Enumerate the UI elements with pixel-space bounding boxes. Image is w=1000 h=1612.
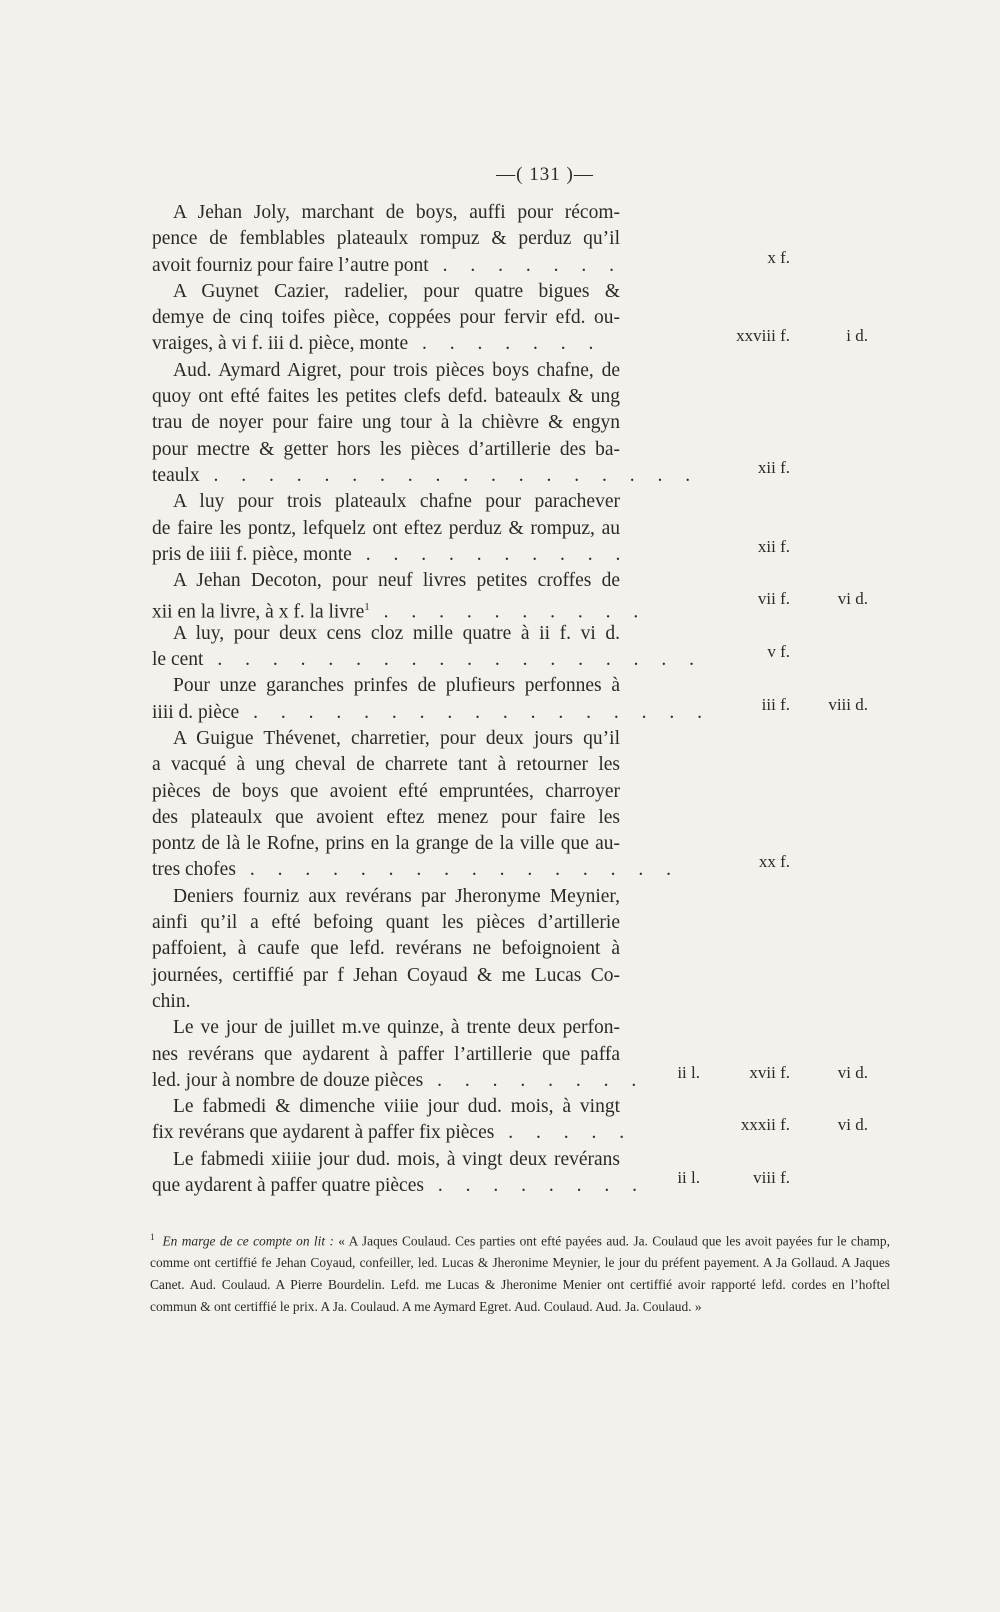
line-content: Deniers fourniz aux revérans par Jheronyme Meynier, xyxy=(173,885,620,907)
dot-leader: . . . . . . . xyxy=(408,333,603,355)
line-text xyxy=(152,910,620,936)
line-content: iiii d. pièce xyxy=(152,701,240,723)
line-text xyxy=(152,700,711,726)
line-content: de faire les pontz, lefquelz ont eftez perduz & rompuz, au xyxy=(152,517,620,539)
amount-deniers: vi d. xyxy=(837,589,868,609)
text-line xyxy=(0,621,1000,647)
line-content: A Guigue Thévenet, charretier, pour deux jours qu’il xyxy=(173,727,620,749)
amount-sous: iii f. xyxy=(761,694,790,714)
text-line xyxy=(0,1147,1000,1173)
line-text xyxy=(173,1147,620,1173)
line-content: Le fabmedi xiiiie jour dud. mois, à vingt deux revérans xyxy=(173,1148,620,1170)
line-content: quoy ont efté faites les petites clefs defd. bateaulx & ung xyxy=(152,386,620,408)
text-line xyxy=(0,358,1000,384)
text-line xyxy=(0,694,1000,726)
text-line xyxy=(0,726,1000,752)
line-text xyxy=(152,226,620,252)
text-line xyxy=(0,752,1000,778)
line-text xyxy=(152,831,620,857)
amount-sous: xxviii f. xyxy=(736,326,790,346)
text-line xyxy=(0,963,1000,989)
text-line xyxy=(0,852,1000,883)
text-line xyxy=(0,1167,1000,1199)
line-text xyxy=(152,989,620,1015)
amount-deniers: viii d. xyxy=(828,694,868,714)
line-text xyxy=(173,279,620,305)
text-line xyxy=(0,910,1000,936)
line-content: paffoient, à caufe que lefd. revérans ne befoignoient à xyxy=(152,938,620,960)
line-text xyxy=(173,673,620,699)
text-line xyxy=(0,589,1000,623)
line-content: le cent xyxy=(152,649,204,671)
line-text xyxy=(152,542,630,568)
footnote xyxy=(150,1226,890,1318)
amount-sous: xvii f. xyxy=(749,1062,790,1082)
line-content: A luy pour trois plateaulx chafne pour parachever xyxy=(173,491,620,513)
line-content: trau de noyer pour faire ung tour à la chièvre & engyn xyxy=(152,412,620,434)
page-number: —( 131 )— xyxy=(496,164,594,185)
line-content: led. jour à nombre de douze pièces xyxy=(152,1069,424,1091)
amount-deniers: vi d. xyxy=(837,1115,868,1135)
text-line xyxy=(0,779,1000,805)
line-content: pris de iiii f. pièce, monte xyxy=(152,543,352,565)
line-text xyxy=(173,726,620,752)
text-line xyxy=(0,536,1000,568)
text-line xyxy=(0,279,1000,305)
line-text xyxy=(152,805,620,831)
amount-deniers: i d. xyxy=(846,326,868,346)
line-text xyxy=(152,410,620,436)
line-content: a vacqué à ung cheval de charrete tant à retourner les xyxy=(152,754,620,776)
line-content: des plateaulx que avoient eftez menez pour faire les xyxy=(152,806,620,828)
line-content: Le ve jour de juillet m.ve quinze, à trente deux perfon- xyxy=(173,1017,620,1039)
line-content: que aydarent à paffer quatre pièces xyxy=(152,1174,424,1196)
dot-leader: . . . . . . . . . . . . . . . . xyxy=(235,859,680,881)
line-content: fix revérans que aydarent à paffer fix pièces xyxy=(152,1122,495,1144)
dot-leader: . . . . . . . . . . xyxy=(351,543,630,565)
line-content: A Jehan Decoton, pour neuf livres petites croffes de xyxy=(173,570,620,592)
dot-leader: . . . . . . . . . . . . . . . . . . xyxy=(203,649,703,671)
text-line xyxy=(0,642,1000,673)
text-line xyxy=(0,936,1000,962)
line-text xyxy=(173,489,620,515)
text-line xyxy=(0,200,1000,226)
account-entries xyxy=(0,200,1000,1199)
line-text xyxy=(152,647,703,673)
dot-leader: . . . . . . . . xyxy=(423,1069,646,1091)
amount-sous: v f. xyxy=(767,642,790,662)
line-text xyxy=(173,621,620,647)
amount-sous: x f. xyxy=(767,247,790,267)
line-content: pièces de boys que avoient efté empruntées, charroyer xyxy=(152,780,620,802)
line-content: journées, certiffié par f Jehan Coyaud & me Lucas Co- xyxy=(152,964,620,986)
line-text xyxy=(173,884,620,910)
text-line xyxy=(0,384,1000,410)
line-content: ainfi qu’il a efté befoing quant les pièces d’artillerie xyxy=(152,912,620,934)
line-content: pontz de là le Rofne, prins en la grange de la ville que au- xyxy=(152,833,620,855)
line-text xyxy=(173,200,620,226)
text-line xyxy=(0,247,1000,279)
text-line xyxy=(0,516,1000,542)
dot-leader: . . . . . . . . xyxy=(423,1174,646,1196)
line-content: teaulx xyxy=(152,464,200,486)
dot-leader: . . . . . . . xyxy=(428,254,623,276)
line-content: demye de cinq toifes pièce, coppées pour fervir efd. ou- xyxy=(152,307,620,329)
line-text xyxy=(152,331,620,357)
line-text xyxy=(152,1173,646,1199)
line-content: pence de femblables plateaulx rompuz & perduz qu’il xyxy=(152,228,620,250)
text-line xyxy=(0,805,1000,831)
amount-sous: viii f. xyxy=(753,1167,790,1187)
line-text xyxy=(152,1042,620,1068)
text-line xyxy=(0,989,1000,1015)
dot-leader: . . . . . . . . . . xyxy=(369,601,648,623)
line-text xyxy=(152,752,620,778)
text-line xyxy=(0,884,1000,910)
text-line xyxy=(0,1062,1000,1094)
line-content: chin. xyxy=(152,990,191,1012)
amount-livres: ii l. xyxy=(677,1062,700,1082)
line-content: A luy, pour deux cens cloz mille quatre à ii f. vi d. xyxy=(173,622,620,644)
line-content: vraiges, à vi f. iii d. pièce, monte xyxy=(152,333,409,355)
note-reference: 1 xyxy=(364,601,370,614)
line-text xyxy=(173,358,620,384)
line-text xyxy=(152,463,700,489)
line-content: tres chofes xyxy=(152,859,236,881)
amount-sous: xx f. xyxy=(758,852,790,872)
text-line xyxy=(0,457,1000,489)
text-line xyxy=(0,226,1000,252)
text-line xyxy=(0,1115,1000,1146)
line-text xyxy=(173,1015,620,1041)
amount-sous: xii f. xyxy=(757,457,790,477)
line-content: A Guynet Cazier, radelier, pour quatre bigues & xyxy=(173,280,620,302)
dot-leader: . . . . . xyxy=(494,1122,634,1144)
line-text xyxy=(152,253,623,279)
line-text xyxy=(152,516,620,542)
line-content: xii en la livre, à x f. la livre xyxy=(152,601,365,623)
line-text xyxy=(173,1094,620,1120)
line-text xyxy=(152,1120,634,1146)
amount-sous: xii f. xyxy=(757,536,790,556)
line-content: Aud. Aymard Aigret, pour trois pièces boys chafne, de xyxy=(173,359,620,381)
line-text xyxy=(152,779,620,805)
amount-livres: ii l. xyxy=(677,1167,700,1187)
line-content: A Jehan Joly, marchant de boys, auffi pour récom- xyxy=(173,202,620,223)
text-line xyxy=(0,326,1000,357)
footnote-intro: En marge de ce compte on lit : xyxy=(162,1233,334,1249)
line-content: nes revérans que aydarent à paffer l’artillerie que paffa xyxy=(152,1043,620,1065)
amount-sous: vii f. xyxy=(757,589,790,609)
line-content: Pour unze garanches prinfes de plufieurs perfonnes à xyxy=(173,675,620,697)
line-text xyxy=(173,568,620,594)
amount-deniers: vi d. xyxy=(837,1062,868,1082)
footnote-mark: 1 xyxy=(150,1232,155,1242)
line-content: Le fabmedi & dimenche viiie jour dud. mois, à vingt xyxy=(173,1096,620,1118)
text-line xyxy=(0,831,1000,857)
line-text xyxy=(152,936,620,962)
line-text xyxy=(152,963,620,989)
line-text xyxy=(152,384,620,410)
dot-leader: . . . . . . . . . . . . . . . . . . xyxy=(199,464,700,486)
line-content: pour mectre & getter hors les pièces d’artillerie des ba- xyxy=(152,438,620,460)
amount-sous: xxxii f. xyxy=(740,1115,790,1135)
line-text xyxy=(152,437,620,463)
dot-leader: . . . . . . . . . . . . . . . . . xyxy=(239,701,711,723)
text-line xyxy=(0,410,1000,436)
line-text xyxy=(152,857,680,883)
footnote-text: « A Jaques Coulaud. Ces parties ont efté payées aud. Ja. Coulaud que les avoit payées fur le champ, comme ont certiffié fe Jehan Coyaud, confeiller, led. Lucas & Jheronime Meynier, le jour du préfent payement. A Ja Gollaud. A Jaques Canet. Aud. Coulaud. A Pierre Bourdelin. Lefd. me Lucas & Jheronime Menier ont certiffié avoir rapporté lefd. cordes en l’hoftel commun & ont certiffié le prix. A Ja. Coulaud. A me Aymard Egret. Aud. Coulaud. Aud. Ja. Coulaud. » xyxy=(150,1233,890,1315)
line-content: avoit fourniz pour faire l’autre pont xyxy=(152,254,429,276)
text-line xyxy=(0,489,1000,515)
line-text xyxy=(152,1068,646,1094)
line-text xyxy=(152,305,620,331)
text-line xyxy=(0,437,1000,463)
text-line xyxy=(0,1015,1000,1041)
